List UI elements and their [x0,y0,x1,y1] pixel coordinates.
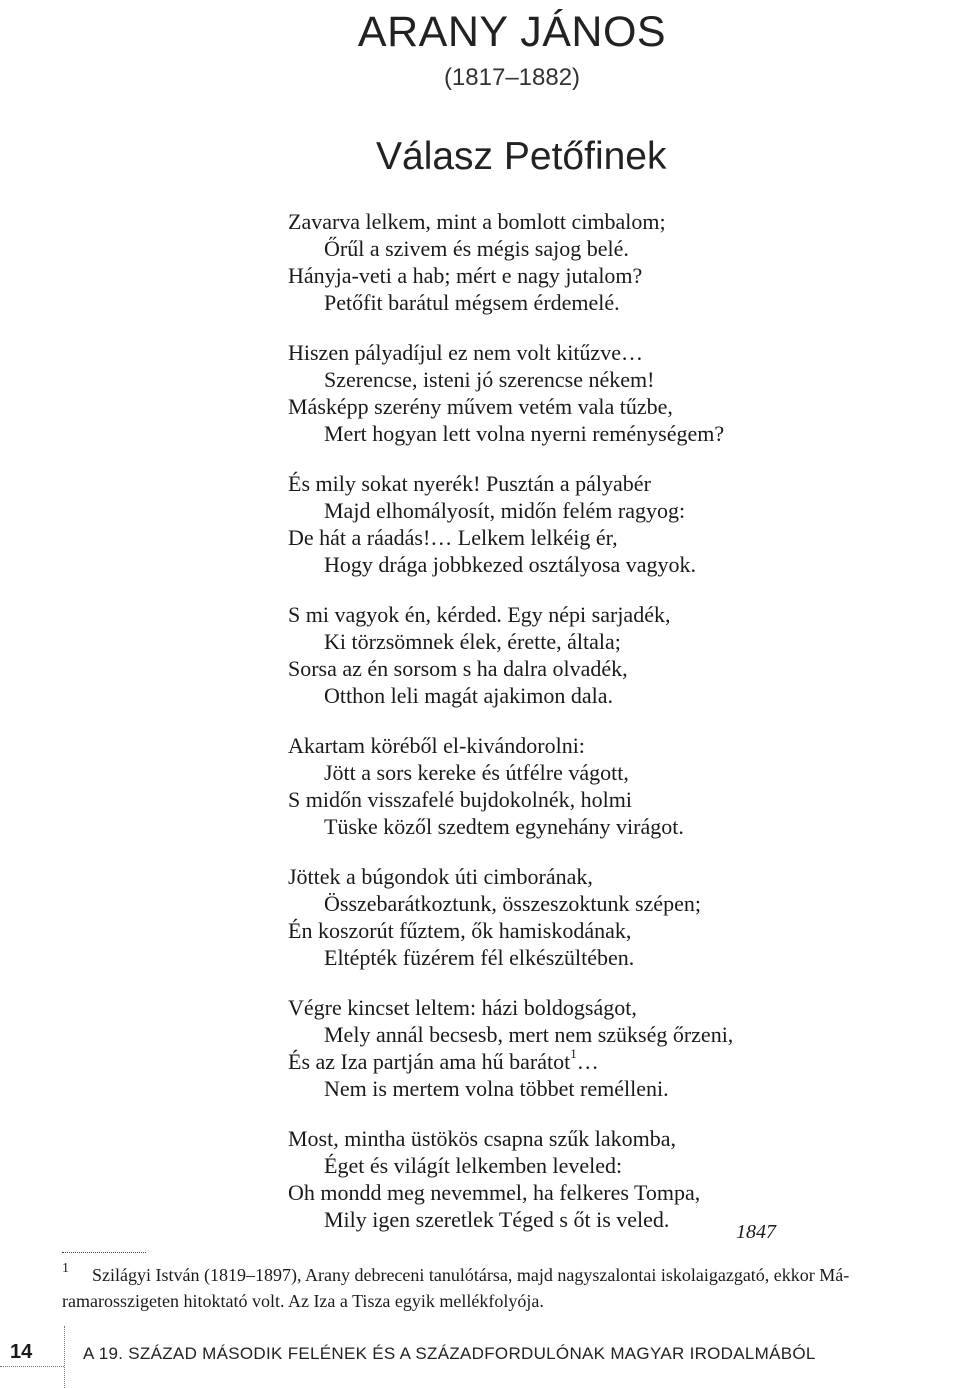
footnote-line: ramarosszigeten hitoktató volt. Az Iza a Tisza egyik mellékfolyója. [62,1291,544,1311]
page-number: 14 [10,1341,33,1363]
crop-mark-vertical [64,1326,65,1388]
stanza [288,994,948,1102]
stanza [288,601,948,709]
poem-line: Akartam köréből el-kivándorolni: [288,733,585,758]
poem-line: Mily igen szeretlek Téged s őt is veled. [324,1207,670,1232]
poem-line: Szerencse, isteni jó szerencse nékem! [324,367,655,392]
footnote [62,1262,942,1314]
poem-line: De hát a ráadás!… Lelkem lelkéig ér, [288,525,618,550]
poem-line: Mert hogyan lett volna nyerni reménységem? [324,421,725,446]
poem-line: Összebarátkoztunk, összeszoktunk szépen; [324,891,701,916]
footnote-divider [62,1252,146,1253]
poem-line: Én koszorút fűztem, ők hamiskodának, [288,918,632,943]
running-title: A 19. SZÁZAD MÁSODIK FELÉNEK ÉS A SZÁZADFORDULÓNAK MAGYAR IRODALMÁBÓL [83,1344,816,1363]
footnote-number: 1 [62,1261,69,1276]
stanza [288,339,948,447]
poem-line: Végre kincset leltem: házi boldogságot, [288,995,637,1020]
crop-mark-horizontal [0,1366,64,1367]
poem-line-with-footnote [288,1048,948,1075]
poem-line: Őrűl a szivem és mégis sajog belé. [324,236,629,261]
poem-line: Hányja-veti a hab; mért e nagy jutalom? [288,263,643,288]
poem-line: Jöttek a búgondok úti cimborának, [288,864,593,889]
poem-line: Mely annál becsesb, mert nem szükség őrzeni, [324,1022,734,1047]
poem-date: 1847 [736,1221,776,1243]
poem-line: S midőn visszafelé bujdokolnék, holmi [288,787,633,812]
poem-line: Jött a sors kereke és útfélre vágott, [324,760,629,785]
footnote-reference[interactable]: 1 [570,1046,577,1061]
author-years: (1817–1882) [443,64,581,91]
poem-line: Zavarva lelkem, mint a bomlott cimbalom; [288,209,666,234]
poem-line: Éget és világít lelkemben leveled: [324,1153,623,1178]
ellipsis: … [576,1049,599,1074]
poem-line: Tüske közől szedtem egynehány virágot. [324,814,684,839]
poem-line: Petőfit barátul mégsem érdemelé. [324,290,620,315]
poem-line: Nem is mertem volna többet remélleni. [324,1076,669,1101]
author-name: ARANY JÁNOS [357,8,667,56]
poem-line: Most, mintha üstökös csapna szűk lakomba, [288,1126,677,1151]
poem-line: Otthon leli magát ajakimon dala. [324,683,613,708]
poem-line: Hogy drága jobbkezed osztályosa vagyok. [324,552,697,577]
poem-line: Másképp szerény művem vetém vala tűzbe, [288,394,673,419]
stanza [288,470,948,578]
poem-line: Eltépték füzérem fél elkészültében. [324,945,635,970]
footnote-text [62,1262,942,1314]
poem-body [288,208,948,1256]
poem-line: Hiszen pályadíjul ez nem volt kitűzve… [288,340,643,365]
poem-line: Ki törzsömnek élek, érette, általa; [324,629,621,654]
poem-line: És mily sokat nyerék! Pusztán a pályabér [288,471,651,496]
stanza [288,732,948,840]
poem-line: S mi vagyok én, kérded. Egy népi sarjadék, [288,602,671,627]
stanza [288,208,948,316]
poem-line: Sorsa az én sorsom s ha dalra olvadék, [288,656,628,681]
poem-line: Oh mondd meg nevemmel, ha felkeres Tompa, [288,1180,701,1205]
stanza [288,1125,948,1233]
poem-line: Majd elhomályosít, midőn felém ragyog: [324,498,686,523]
footnote-line: Szilágyi István (1819–1897), Arany debreceni tanulótársa, majd nagyszalontai iskolaigazgató, ekkor Má- [92,1265,850,1285]
poem-title: Válasz Petőfinek [376,135,667,178]
poem-line-text: És az Iza partján ama hű barátot [288,1049,571,1074]
stanza [288,863,948,971]
